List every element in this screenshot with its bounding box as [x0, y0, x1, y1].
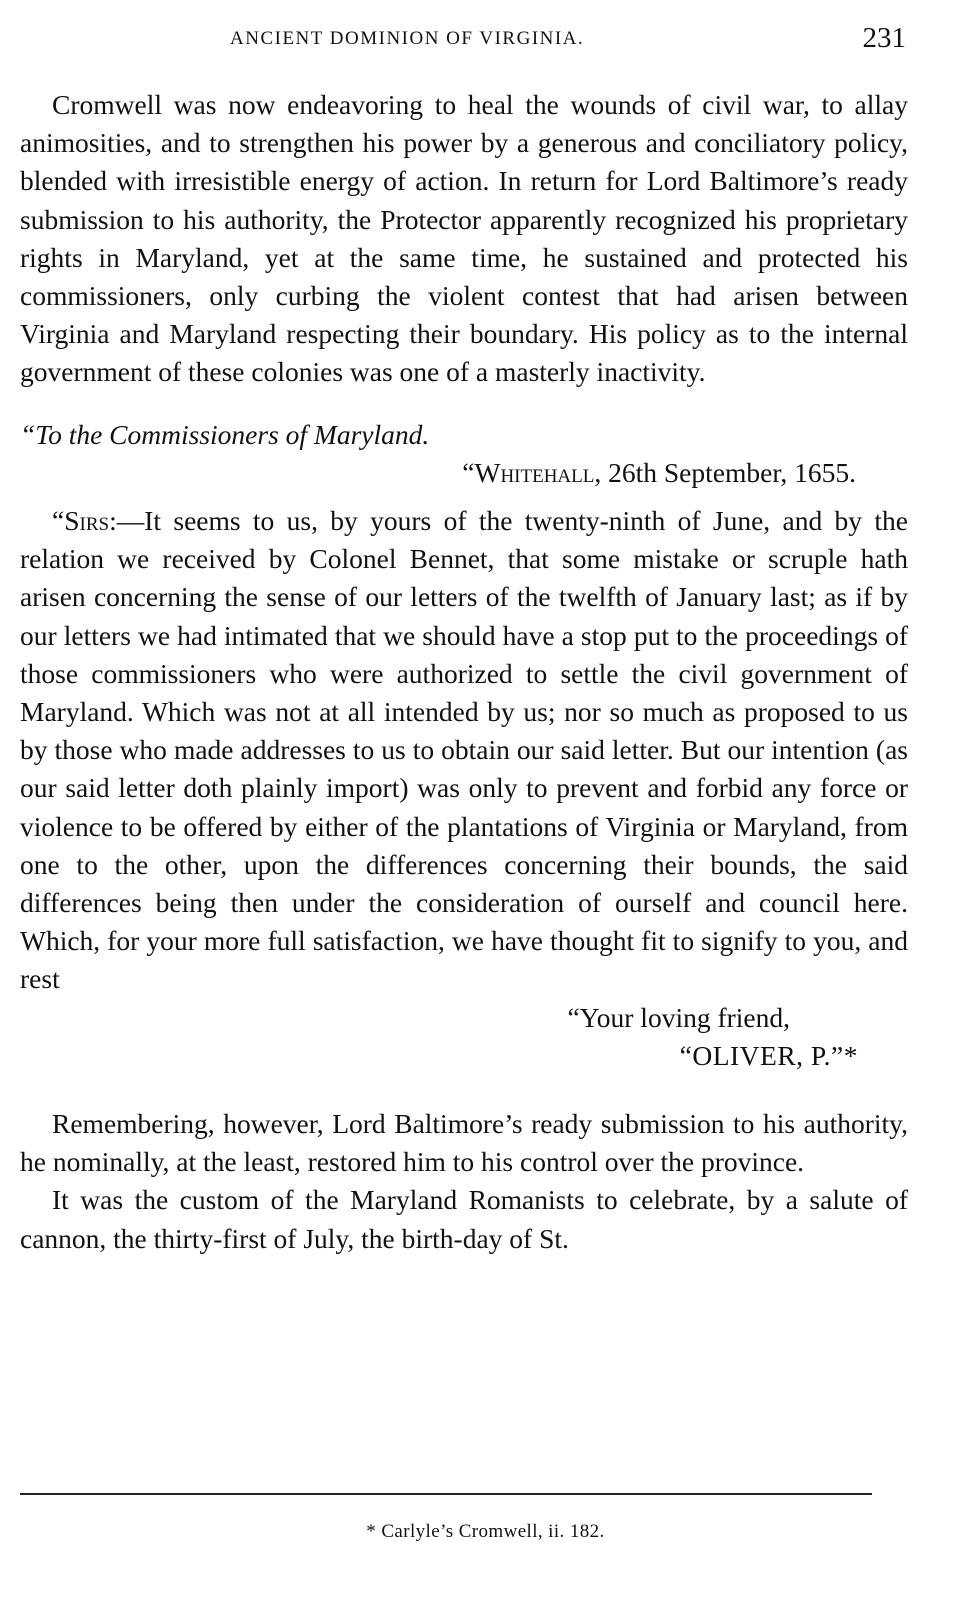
footnote: * Carlyle’s Cromwell, ii. 182. [366, 1521, 605, 1542]
letter-closing: “Your loving friend, [567, 1001, 790, 1033]
letter-signature: “OLIVER, P.”* [679, 1039, 858, 1071]
dateline-date: , 26th September, 1655. [594, 456, 856, 488]
letter-salutation: Sirs [64, 505, 110, 537]
running-title: ANCIENT DOMINION OF VIRGINIA. [230, 28, 585, 49]
dateline-open-quote: “ [462, 456, 475, 488]
salutation-open-quote: “ [52, 505, 65, 537]
body-text [20, 86, 908, 1258]
letter-address-text: “To the Commissioners of Maryland. [20, 418, 430, 450]
dateline-place: Whitehall [474, 456, 595, 488]
letter-body [20, 502, 908, 999]
page-number: 231 [862, 22, 906, 54]
paragraph-custom: It was the custom of the Maryland Romanists to celebrate, by a salute of cannon, the thirty-first of July, the birth-day of St. [20, 1184, 908, 1254]
paragraph-remembering: Remembering, however, Lord Baltimore’s ready submission to his authority, he nominally, at the least, restored him to his control over the province. [20, 1108, 908, 1178]
letter-body-text: :—It seems to us, by yours of the twenty-ninth of June, and by the relation we received by Colonel Bennet, that some mistake or scruple hath arisen concerning the sense of our letters of the twelfth of January last; as if by our letters we had intimated that we should have a stop put to the proceedings of those commissioners who were authorized to settle the civil government of Maryland. Which was not at all intended by us; nor so much as proposed to us by those who made addresses to us to obtain our said letter. But our intention (as our said letter doth plainly import) was only to prevent and forbid any force or violence to be offered by either of the plantations of Virginia or Maryland, from one to the other, upon the differences concerning their bounds, the said differences being then under the consideration of ourself and council here. Which, for your more full satisfaction, we have thought fit to signify to you, and rest [20, 505, 908, 995]
paragraph-cromwell-policy: Cromwell was now endeavoring to heal the wounds of civil war, to allay animosities, and to strengthen his power by a generous and conciliatory policy, blended with irresistible energy of action. In return for Lord Baltimore’s ready submission to his authority, the Protector apparently recognized his proprietary rights in Maryland, yet at the same time, he sustained and protected his commissioners, only curbing the violent contest that had arisen between Virginia and Maryland respecting their boundary. His policy as to the internal government of these colonies was one of a masterly inactivity. [20, 89, 908, 388]
running-head [20, 22, 910, 56]
footnote-rule [20, 1493, 872, 1495]
letter-address [20, 416, 908, 454]
letter-dateline [20, 454, 908, 492]
